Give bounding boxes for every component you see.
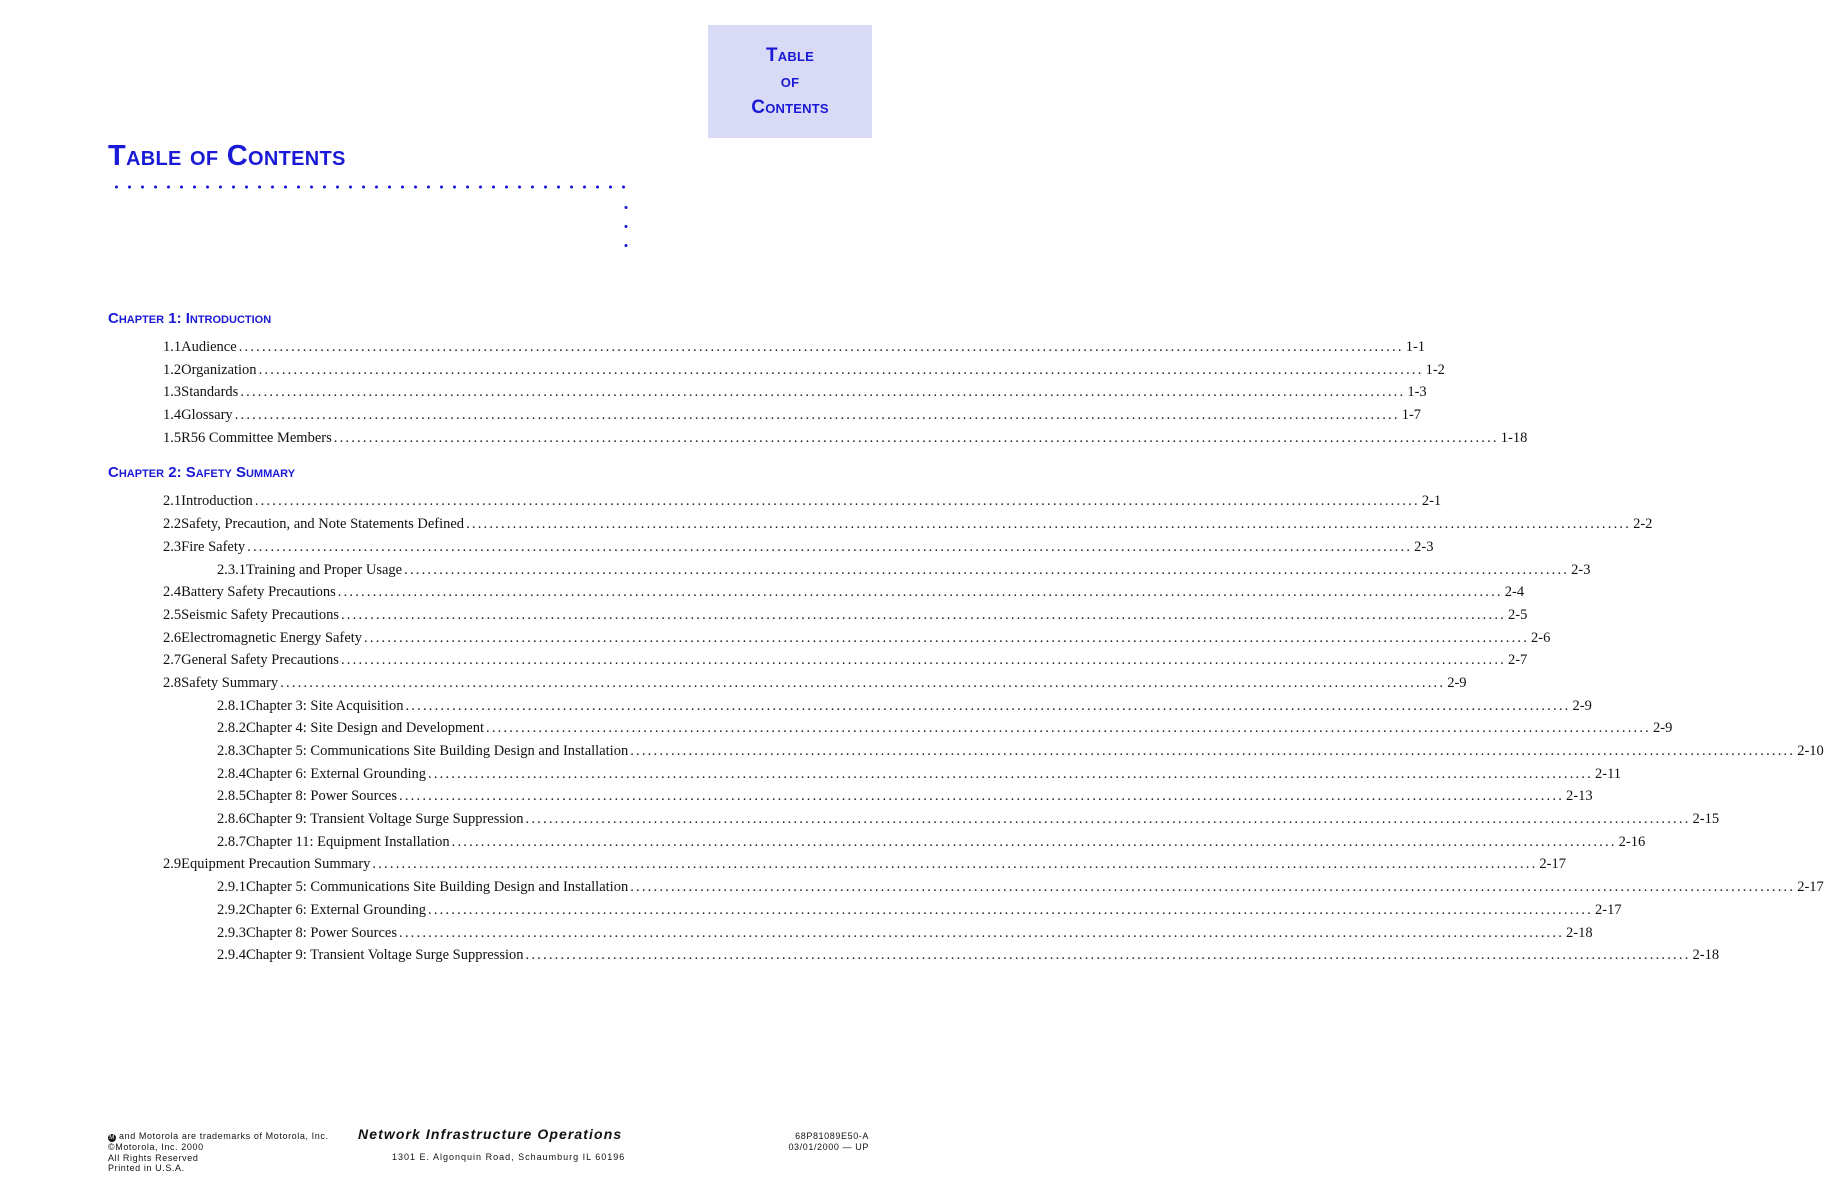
- toc-entry-number: 2.9.3: [217, 924, 246, 941]
- toc-entry-page: 2-17: [1797, 879, 1824, 896]
- toc-dot-leader: ........................................................................................................................................................................................................: [254, 493, 1420, 510]
- toc-entry-number: 2.3.1: [217, 561, 246, 578]
- toc-dot-leader: ........................................................................................................................................................................................................: [451, 833, 1617, 850]
- toc-entry-page: 2-4: [1504, 584, 1525, 601]
- toc-entry-title: Fire Safety: [181, 538, 246, 555]
- motorola-logo-icon: M: [109, 1135, 115, 1141]
- toc-entry[interactable]: [108, 581, 1525, 604]
- toc-entry-number: 2.8.5: [217, 788, 246, 805]
- toc-entry-title: Chapter 8: Power Sources: [246, 788, 398, 805]
- toc-list: [108, 306, 1824, 967]
- toc-entry-number: 2.8.2: [217, 720, 246, 737]
- toc-entry-title: Glossary: [181, 407, 233, 424]
- toc-entry-number: 2.8: [163, 674, 182, 691]
- toc-entry-title: Chapter 11: Equipment Installation: [246, 833, 450, 850]
- toc-entry[interactable]: [108, 876, 1824, 899]
- toc-dot-leader: ........................................................................................................................................................................................................: [405, 697, 1571, 714]
- toc-entry-page: 1-18: [1500, 429, 1528, 446]
- toc-entry[interactable]: [108, 831, 1646, 854]
- toc-entry-title: Battery Safety Precautions: [181, 584, 336, 601]
- toc-entry-title: Introduction: [181, 493, 253, 510]
- toc-entry-number: 2.9.4: [217, 947, 246, 964]
- toc-entry[interactable]: [108, 763, 1622, 786]
- toc-entry[interactable]: [108, 404, 1422, 427]
- toc-entry[interactable]: [108, 427, 1528, 450]
- toc-entry-number: 2.9.2: [217, 901, 246, 918]
- toc-dot-leader: ........................................................................................................................................................................................................: [404, 561, 1570, 578]
- toc-entry[interactable]: [108, 808, 1720, 831]
- toc-dot-leader: ........................................................................................................................................................................................................: [428, 765, 1593, 782]
- toc-entry-number: 2.8.1: [217, 697, 246, 714]
- toc-dot-leader: ........................................................................................................................................................................................................: [428, 901, 1593, 918]
- toc-entry[interactable]: [108, 604, 1528, 627]
- toc-entry-page: 2-18: [1566, 924, 1593, 941]
- chapter-heading[interactable]: Chapter 2: Safety Summary: [108, 464, 296, 482]
- section-tab-line3: Contents: [751, 96, 829, 118]
- toc-entry-number: 2.3: [163, 538, 182, 555]
- toc-dot-leader: ........................................................................................................................................................................................................: [240, 384, 1406, 401]
- section-tab: [708, 25, 872, 138]
- toc-entry-page: 1-7: [1401, 407, 1422, 424]
- toc-dot-leader: ........................................................................................................................................................................................................: [525, 811, 1691, 828]
- toc-entry[interactable]: [108, 513, 1653, 536]
- toc-entry-number: 1.4: [163, 407, 182, 424]
- chapter-2-entries: [108, 490, 1824, 966]
- toc-entry-number: 2.9.1: [217, 879, 246, 896]
- toc-entry-page: 1-2: [1425, 361, 1445, 378]
- org-address: 1301 E. Algonquin Road, Schaumburg IL 60196: [392, 1152, 626, 1162]
- toc-entry-number: 1.1: [163, 339, 182, 355]
- toc-entry-page: 2-18: [1692, 947, 1720, 964]
- toc-entry-title: Training and Proper Usage: [246, 561, 403, 578]
- toc-entry-page: 2-17: [1539, 856, 1566, 873]
- toc-dot-leader: ........................................................................................................................................................................................................: [486, 720, 1651, 737]
- chapter-1-entries: [108, 336, 1528, 449]
- toc-entry-page: 2-6: [1531, 629, 1551, 646]
- toc-entry-page: 2-10: [1797, 743, 1824, 759]
- toc-dot-leader: ........................................................................................................................................................................................................: [630, 879, 1796, 896]
- toc-entry[interactable]: [108, 536, 1434, 559]
- toc-entry-title: Chapter 4: Site Design and Development: [246, 720, 484, 737]
- trademark-text: and Motorola are trademarks of Motorola, Inc.: [119, 1131, 329, 1141]
- toc-entry-title: Chapter 5: Communications Site Building Design and Installation: [246, 743, 629, 759]
- toc-entry-title: Audience: [181, 339, 237, 355]
- toc-entry-number: 2.8.6: [217, 811, 246, 828]
- rights-line: All Rights Reserved: [108, 1152, 199, 1163]
- toc-entry-page: 1-1: [1405, 339, 1426, 355]
- toc-entry-page: 2-7: [1507, 652, 1528, 669]
- doc-date: 03/01/2000 — UP: [788, 1141, 869, 1152]
- toc-entry-title: Seismic Safety Precautions: [181, 606, 339, 623]
- toc-entry-title: Chapter 9: Transient Voltage Surge Suppression: [246, 811, 524, 828]
- toc-entry-title: Electromagnetic Energy Safety: [181, 629, 363, 646]
- chapter-heading[interactable]: Chapter 1: Introduction: [108, 310, 272, 327]
- footer-legal: [108, 1131, 329, 1174]
- toc-dot-leader: ........................................................................................................................................................................................................: [399, 924, 1565, 941]
- toc-entry[interactable]: [108, 559, 1591, 582]
- toc-dot-leader: ........................................................................................................................................................................................................: [258, 361, 1424, 378]
- toc-entry[interactable]: [108, 490, 1442, 513]
- toc-entry-number: 2.8.3: [217, 743, 246, 759]
- toc-dot-leader: ........................................................................................................................................................................................................: [333, 429, 1499, 446]
- toc-entry-title: R56 Committee Members: [181, 429, 332, 446]
- toc-entry-title: Equipment Precaution Summary: [181, 856, 371, 873]
- section-tab-line1: Table: [766, 44, 814, 66]
- toc-entry[interactable]: [108, 717, 1673, 740]
- toc-entry[interactable]: [108, 627, 1551, 650]
- toc-entry-page: 2-17: [1595, 901, 1622, 918]
- toc-entry-title: General Safety Precautions: [181, 652, 339, 669]
- toc-dot-leader: ........................................................................................................................................................................................................: [399, 788, 1565, 805]
- toc-entry-page: 2-16: [1618, 833, 1646, 850]
- toc-entry-page: 2-15: [1692, 811, 1720, 828]
- toc-entry[interactable]: [108, 336, 1426, 359]
- toc-entry-number: 1.2: [163, 361, 182, 378]
- toc-entry[interactable]: [108, 740, 1824, 763]
- toc-entry-page: 2-13: [1566, 788, 1593, 805]
- toc-entry-number: 1.3: [163, 384, 182, 401]
- toc-entry-page: 1-3: [1407, 384, 1427, 401]
- toc-entry-title: Safety Summary: [181, 674, 279, 691]
- toc-entry-number: 1.5: [163, 429, 182, 446]
- toc-dot-leader: ........................................................................................................................................................................................................: [340, 652, 1506, 669]
- toc-entry-title: Chapter 6: External Grounding: [246, 765, 426, 782]
- toc-entry-number: 2.2: [163, 516, 182, 533]
- toc-entry-page: 2-9: [1572, 697, 1592, 714]
- toc-entry-number: 2.4: [163, 584, 182, 601]
- toc-entry[interactable]: [108, 899, 1622, 922]
- page-title: Table of Contents: [108, 140, 346, 172]
- copyright-line: ©Motorola, Inc. 2000: [108, 1142, 204, 1152]
- toc-entry-number: 2.1: [163, 493, 182, 510]
- toc-entry[interactable]: [108, 695, 1592, 718]
- title-dot-column: [624, 198, 628, 254]
- toc-dot-leader: ........................................................................................................................................................................................................: [238, 339, 1404, 355]
- toc-dot-leader: ........................................................................................................................................................................................................: [364, 629, 1530, 646]
- toc-entry-number: 2.6: [163, 629, 182, 646]
- toc-entry-title: Organization: [181, 361, 257, 378]
- toc-dot-leader: ........................................................................................................................................................................................................: [247, 538, 1413, 555]
- toc-entry-number: 2.9: [163, 856, 182, 873]
- title-dot-rule: [110, 185, 630, 189]
- toc-entry-page: 2-3: [1414, 538, 1434, 555]
- toc-dot-leader: ........................................................................................................................................................................................................: [337, 584, 1503, 601]
- toc-entry-page: 2-1: [1421, 493, 1442, 510]
- toc-entry-page: 2-5: [1507, 606, 1528, 623]
- toc-entry-page: 2-3: [1571, 561, 1591, 578]
- toc-entry-number: 2.5: [163, 606, 182, 623]
- toc-entry[interactable]: [108, 359, 1445, 382]
- toc-entry-title: Chapter 9: Transient Voltage Surge Suppression: [246, 947, 524, 964]
- toc-entry-number: 2.7: [163, 652, 182, 669]
- toc-entry[interactable]: [108, 649, 1528, 672]
- toc-dot-leader: ........................................................................................................................................................................................................: [372, 856, 1538, 873]
- toc-entry-page: 2-11: [1595, 765, 1622, 782]
- toc-entry-number: 2.8.7: [217, 833, 246, 850]
- toc-entry-page: 2-9: [1447, 674, 1467, 691]
- toc-entry-number: 2.8.4: [217, 765, 246, 782]
- toc-entry[interactable]: [108, 944, 1720, 967]
- toc-entry[interactable]: [108, 672, 1467, 695]
- doc-number: 68P81089E50-A: [795, 1131, 869, 1141]
- toc-dot-leader: ........................................................................................................................................................................................................: [234, 407, 1400, 424]
- toc-entry-title: Chapter 5: Communications Site Building Design and Installation: [246, 879, 629, 896]
- toc-entry[interactable]: [108, 853, 1566, 876]
- toc-entry-page: 2-2: [1633, 516, 1653, 533]
- toc-dot-leader: ........................................................................................................................................................................................................: [630, 743, 1796, 759]
- toc-entry[interactable]: [108, 785, 1593, 808]
- toc-entry[interactable]: [108, 922, 1593, 945]
- toc-entry[interactable]: [108, 381, 1427, 404]
- toc-dot-leader: ........................................................................................................................................................................................................: [340, 606, 1506, 623]
- toc-entry-title: Safety, Precaution, and Note Statements Defined: [181, 516, 465, 533]
- toc-dot-leader: ........................................................................................................................................................................................................: [525, 947, 1691, 964]
- toc-entry-page: 2-9: [1653, 720, 1673, 737]
- toc-entry-title: Standards: [181, 384, 239, 401]
- footer-org: [358, 1126, 658, 1162]
- footer-doc-info: [788, 1131, 869, 1152]
- org-name: Network Infrastructure Operations: [358, 1126, 623, 1142]
- toc-entry-title: Chapter 6: External Grounding: [246, 901, 426, 918]
- toc-dot-leader: ........................................................................................................................................................................................................: [280, 674, 1446, 691]
- trademark-line: [108, 1131, 329, 1142]
- toc-entry-title: Chapter 3: Site Acquisition: [246, 697, 404, 714]
- toc-dot-leader: ........................................................................................................................................................................................................: [466, 516, 1632, 533]
- section-tab-line2: of: [780, 70, 800, 92]
- toc-entry-title: Chapter 8: Power Sources: [246, 924, 398, 941]
- printed-line: Printed in U.S.A.: [108, 1163, 185, 1173]
